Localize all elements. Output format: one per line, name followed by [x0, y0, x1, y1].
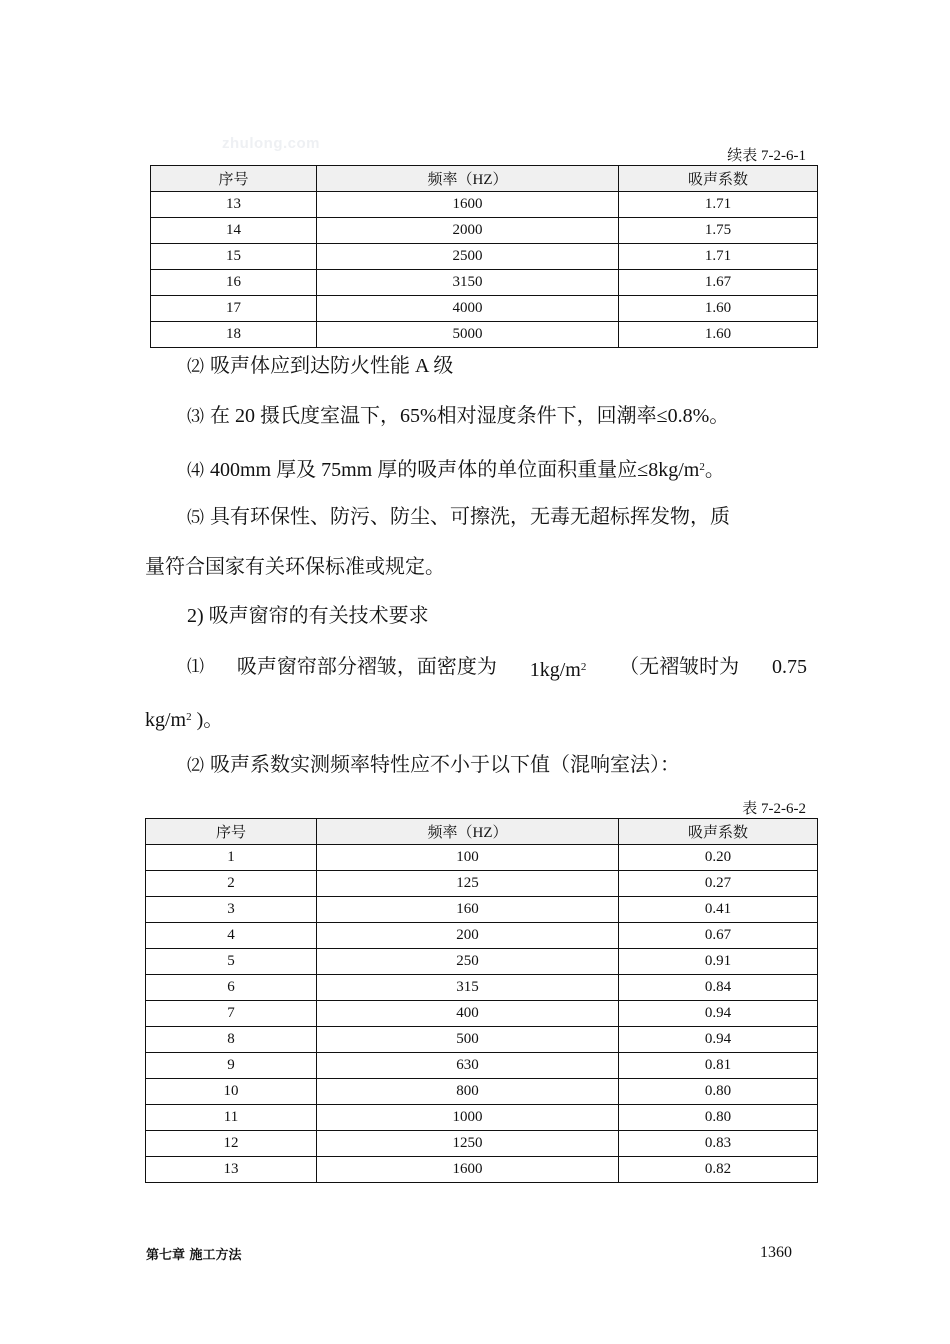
table-row — [146, 1027, 818, 1053]
frequency-cell: 1600 — [317, 192, 619, 218]
frequency-cell: 3150 — [317, 270, 619, 296]
item-curtain-density — [187, 654, 807, 683]
frequency-cell: 2500 — [317, 244, 619, 270]
item-number: ⑸ — [187, 508, 204, 527]
table1-caption: 续表 7-2-6-1 — [727, 148, 806, 164]
frequency-cell: 500 — [317, 1027, 619, 1053]
item-value-no-fold: 0.75 — [772, 656, 807, 678]
absorption-cell: 1.67 — [619, 270, 818, 296]
table1-header-absorption: 吸声系数 — [619, 166, 818, 192]
absorption-cell: 1.60 — [619, 322, 818, 348]
frequency-cell: 1250 — [317, 1131, 619, 1157]
index-cell: 17 — [151, 296, 317, 322]
absorption-cell: 0.94 — [619, 1027, 818, 1053]
index-cell: 12 — [146, 1131, 317, 1157]
table1 — [150, 165, 818, 348]
index-cell: 16 — [151, 270, 317, 296]
index-cell: 15 — [151, 244, 317, 270]
absorption-cell: 1.71 — [619, 244, 818, 270]
absorption-cell: 0.84 — [619, 975, 818, 1001]
frequency-cell: 5000 — [317, 322, 619, 348]
table2-header-row — [146, 819, 818, 845]
superscript: 2 — [699, 461, 705, 473]
frequency-cell: 1000 — [317, 1105, 619, 1131]
frequency-cell: 2000 — [317, 218, 619, 244]
absorption-cell: 0.67 — [619, 923, 818, 949]
index-cell: 6 — [146, 975, 317, 1001]
absorption-cell: 0.94 — [619, 1001, 818, 1027]
table-row — [146, 1105, 818, 1131]
density-value: 1kg/m — [529, 659, 581, 681]
table-row — [146, 949, 818, 975]
item-unit-weight — [187, 454, 725, 484]
item-value-density — [530, 654, 587, 683]
index-cell: 11 — [146, 1105, 317, 1131]
table-row — [151, 244, 818, 270]
index-cell: 2 — [146, 871, 317, 897]
item-text-end: 。 — [704, 459, 725, 481]
table2 — [145, 818, 818, 1183]
table-row — [146, 845, 818, 871]
table-row — [146, 1131, 818, 1157]
absorption-cell: 0.27 — [619, 871, 818, 897]
item-text: 吸声窗帘部分褶皱，面密度为 — [236, 656, 497, 678]
table-row — [146, 1053, 818, 1079]
table2-header-frequency: 频率（HZ） — [317, 819, 619, 845]
table-row — [146, 975, 818, 1001]
table2-caption: 表 7-2-6-2 — [742, 801, 806, 817]
index-cell: 9 — [146, 1053, 317, 1079]
item-text: 400mm 厚及 75mm 厚的吸声体的单位面积重量应≤8kg/m — [210, 459, 700, 481]
index-cell: 13 — [151, 192, 317, 218]
table2-header-absorption: 吸声系数 — [619, 819, 818, 845]
superscript: 2 — [186, 711, 192, 723]
table-row — [146, 1157, 818, 1183]
section-heading-curtain — [187, 603, 429, 629]
item-fire-rating — [187, 353, 453, 380]
frequency-cell: 315 — [317, 975, 619, 1001]
table-row — [146, 897, 818, 923]
index-cell: 10 — [146, 1079, 317, 1105]
item-number: ⑶ — [187, 407, 204, 426]
index-cell: 7 — [146, 1001, 317, 1027]
footer-chapter: 第七章 施工方法 — [146, 1248, 242, 1263]
item-text: 吸声系数实测频率特性应不小于以下值（混响室法）： — [210, 754, 680, 776]
table-row — [146, 1079, 818, 1105]
absorption-cell: 0.41 — [619, 897, 818, 923]
index-cell: 18 — [151, 322, 317, 348]
frequency-cell: 1600 — [317, 1157, 619, 1183]
absorption-cell: 0.80 — [619, 1079, 818, 1105]
index-cell: 1 — [146, 845, 317, 871]
superscript: 2 — [580, 661, 587, 673]
table1-header-row — [151, 166, 818, 192]
index-cell: 8 — [146, 1027, 317, 1053]
absorption-cell: 1.71 — [619, 192, 818, 218]
absorption-cell: 0.81 — [619, 1053, 818, 1079]
item-text: 具有环保性、防污、防尘、可擦洗，无毒无超标挥发物，质 — [210, 506, 730, 528]
absorption-cell: 0.20 — [619, 845, 818, 871]
table-row — [151, 296, 818, 322]
frequency-cell: 400 — [317, 1001, 619, 1027]
frequency-cell: 4000 — [317, 296, 619, 322]
frequency-cell: 100 — [317, 845, 619, 871]
absorption-cell: 0.82 — [619, 1157, 818, 1183]
item-number: ⑴ — [187, 657, 204, 676]
table1-header-frequency: 频率（HZ） — [317, 166, 619, 192]
watermark-text: zhulong.com — [222, 135, 320, 152]
item-curtain-density-continued — [145, 704, 223, 733]
table-row — [151, 192, 818, 218]
table-row — [146, 1001, 818, 1027]
item-text: 量符合国家有关环保标准或规定。 — [145, 556, 445, 578]
frequency-cell: 800 — [317, 1079, 619, 1105]
index-cell: 5 — [146, 949, 317, 975]
item-text-end: )。 — [191, 709, 224, 731]
index-cell: 13 — [146, 1157, 317, 1183]
frequency-cell: 125 — [317, 871, 619, 897]
frequency-cell: 200 — [317, 923, 619, 949]
item-text: kg/m — [145, 709, 187, 731]
index-cell: 14 — [151, 218, 317, 244]
item-text: 吸声体应到达防火性能 A 级 — [210, 355, 454, 377]
absorption-cell: 0.91 — [619, 949, 818, 975]
table1-header-index: 序号 — [151, 166, 317, 192]
index-cell: 3 — [146, 897, 317, 923]
absorption-cell: 0.80 — [619, 1105, 818, 1131]
absorption-cell: 0.83 — [619, 1131, 818, 1157]
table2-header-index: 序号 — [146, 819, 317, 845]
section-heading-text: 2) 吸声窗帘的有关技术要求 — [187, 605, 429, 627]
frequency-cell: 160 — [317, 897, 619, 923]
item-moisture — [187, 403, 729, 430]
table-row — [151, 322, 818, 348]
item-text: 在 20 摄氏度室温下，65%相对湿度条件下，回潮率≤0.8%。 — [210, 405, 730, 427]
item-number: ⑵ — [187, 357, 204, 376]
item-number: ⑷ — [187, 461, 204, 480]
frequency-cell: 250 — [317, 949, 619, 975]
item-text-no-fold: （无褶皱时为 — [619, 656, 740, 678]
frequency-cell: 630 — [317, 1053, 619, 1079]
table-row — [151, 270, 818, 296]
item-environmental — [187, 504, 730, 531]
table-row — [146, 923, 818, 949]
absorption-cell: 1.75 — [619, 218, 818, 244]
item-curtain-absorption — [187, 752, 680, 779]
table-row — [151, 218, 818, 244]
absorption-cell: 1.60 — [619, 296, 818, 322]
index-cell: 4 — [146, 923, 317, 949]
item-number: ⑵ — [187, 756, 204, 775]
table-row — [146, 871, 818, 897]
item-environmental-continued — [145, 554, 445, 580]
page-number: 1360 — [760, 1244, 792, 1261]
